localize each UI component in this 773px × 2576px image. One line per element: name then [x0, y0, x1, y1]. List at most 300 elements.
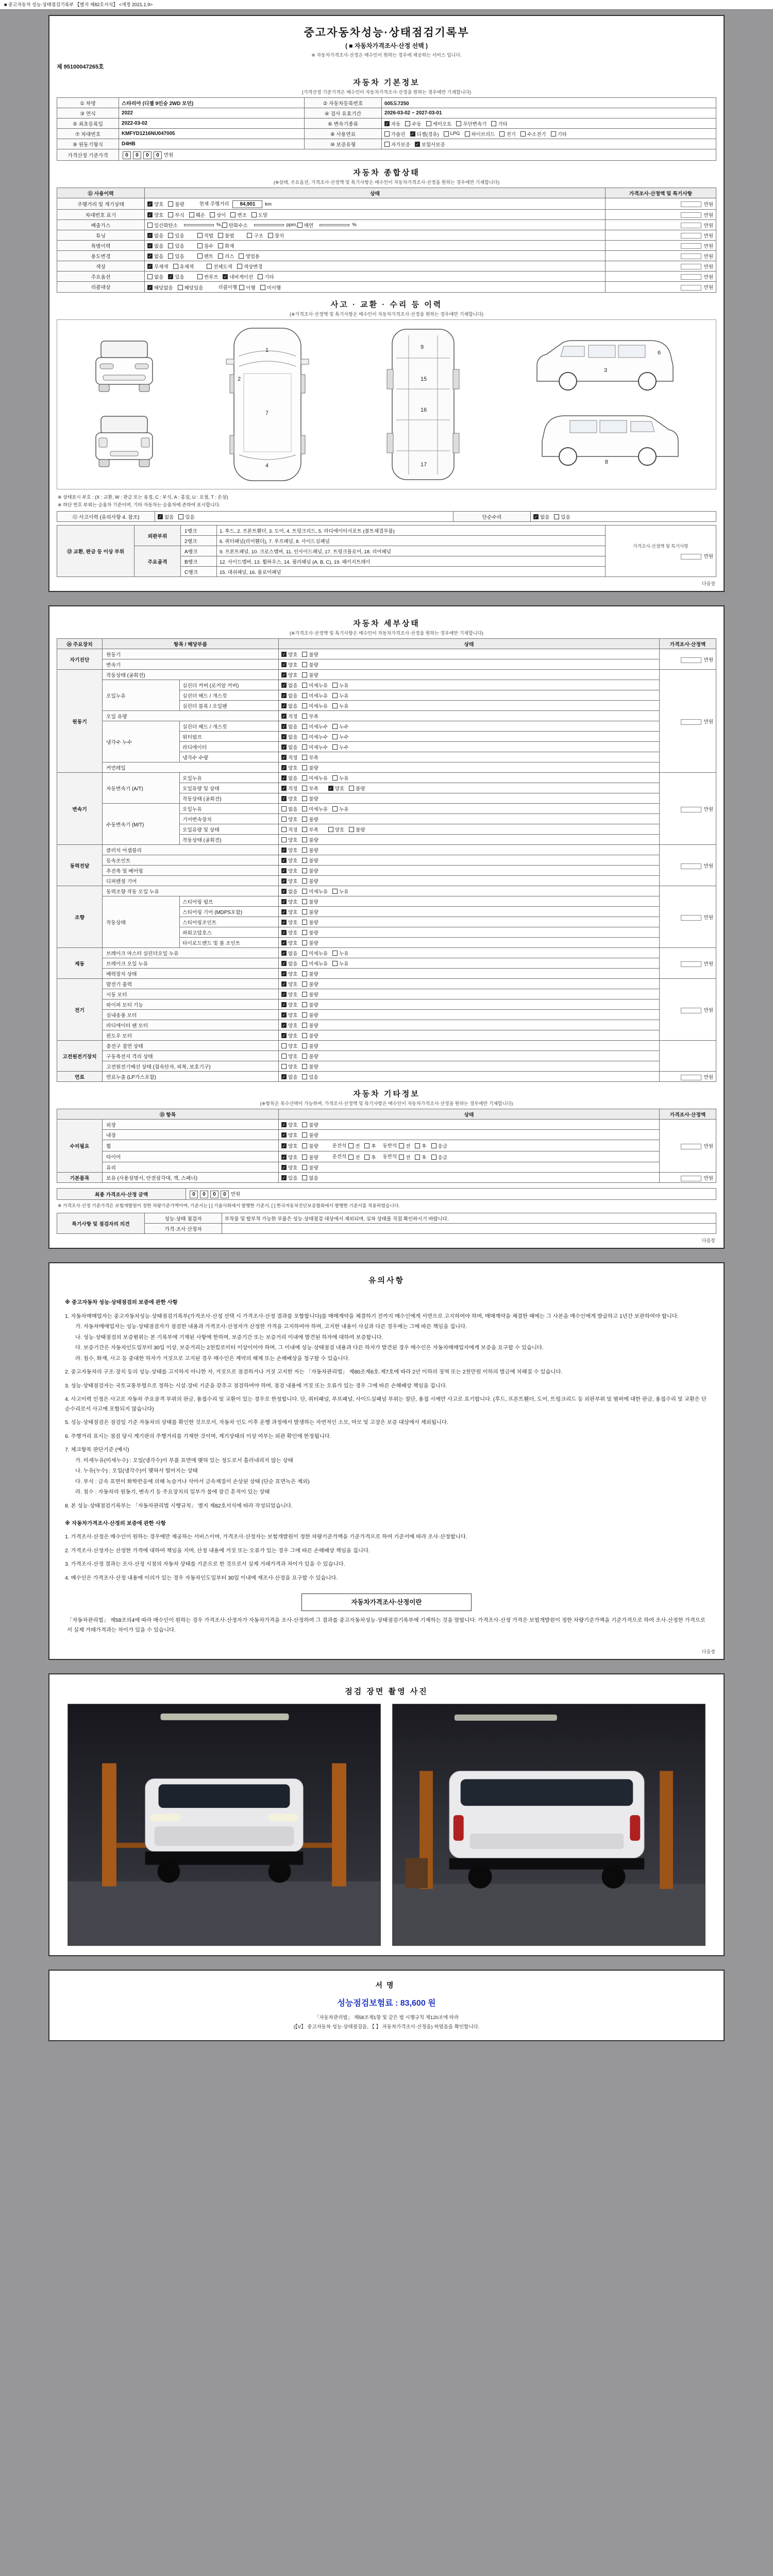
- checkbox-checked[interactable]: ✓: [148, 285, 152, 290]
- checkbox-checked[interactable]: ✓: [282, 889, 286, 894]
- checkbox-option[interactable]: [465, 130, 495, 138]
- checkbox[interactable]: [302, 775, 307, 781]
- checkbox-checked[interactable]: ✓: [148, 233, 152, 238]
- checkbox-option[interactable]: [302, 1142, 318, 1149]
- checkbox[interactable]: [302, 1165, 307, 1170]
- checkbox-option[interactable]: [281, 826, 297, 833]
- checkbox-checked[interactable]: ✓: [282, 1132, 286, 1138]
- checkbox-option[interactable]: [302, 1154, 318, 1161]
- checkbox-option[interactable]: [281, 702, 297, 709]
- checkbox[interactable]: [332, 889, 338, 894]
- checkbox[interactable]: [178, 285, 183, 290]
- checkbox[interactable]: [218, 243, 223, 248]
- checkbox[interactable]: [554, 514, 559, 519]
- checkbox[interactable]: [302, 1122, 307, 1127]
- checkbox-option[interactable]: [197, 232, 213, 239]
- checkbox-checked[interactable]: ✓: [169, 274, 173, 279]
- checkbox[interactable]: [415, 1155, 420, 1160]
- checkbox[interactable]: [491, 121, 496, 126]
- checkbox[interactable]: [218, 233, 223, 238]
- checkbox-option[interactable]: [281, 743, 297, 751]
- checkbox-option[interactable]: [332, 723, 348, 730]
- checkbox-option[interactable]: [173, 263, 194, 270]
- checkbox-option[interactable]: [281, 888, 297, 895]
- checkbox-option[interactable]: [223, 273, 253, 280]
- checkbox-option[interactable]: [302, 723, 328, 730]
- checkbox-option[interactable]: [384, 130, 406, 138]
- checkbox-option[interactable]: [178, 284, 204, 291]
- checkbox[interactable]: [197, 274, 203, 279]
- checkbox-option[interactable]: [302, 980, 318, 988]
- checkbox-option[interactable]: [281, 991, 297, 998]
- checkbox-checked[interactable]: ✓: [282, 1033, 286, 1038]
- checkbox[interactable]: [302, 930, 307, 935]
- checkbox-option[interactable]: [302, 1063, 318, 1070]
- checkbox-checked[interactable]: ✓: [282, 693, 286, 698]
- checkbox[interactable]: [302, 940, 307, 945]
- checkbox-checked[interactable]: ✓: [282, 858, 286, 863]
- checkbox[interactable]: [168, 201, 173, 207]
- checkbox[interactable]: [384, 142, 390, 147]
- checkbox[interactable]: [302, 951, 307, 956]
- checkbox-option[interactable]: [302, 682, 328, 689]
- checkbox-checked[interactable]: ✓: [282, 909, 286, 914]
- checkbox[interactable]: [178, 514, 183, 519]
- checkbox-option[interactable]: [332, 702, 348, 709]
- checkbox-option[interactable]: [281, 1154, 297, 1161]
- checkbox-checked[interactable]: ✓: [282, 961, 286, 966]
- checkbox-option[interactable]: [332, 805, 348, 812]
- checkbox-option[interactable]: [302, 816, 318, 823]
- checkbox-checked[interactable]: ✓: [282, 1175, 286, 1180]
- checkbox-option[interactable]: [281, 1053, 297, 1060]
- checkbox-option[interactable]: [349, 785, 365, 792]
- checkbox[interactable]: [332, 734, 338, 739]
- checkbox[interactable]: [222, 223, 227, 228]
- checkbox-option[interactable]: [281, 805, 297, 812]
- checkbox[interactable]: [348, 1143, 354, 1148]
- checkbox-checked[interactable]: ✓: [282, 744, 286, 750]
- checkbox-option[interactable]: [189, 211, 205, 218]
- checkbox-option[interactable]: [168, 252, 184, 260]
- checkbox-option[interactable]: [554, 513, 570, 520]
- checkbox-option[interactable]: [281, 754, 297, 761]
- checkbox[interactable]: [302, 878, 307, 884]
- checkbox-checked[interactable]: ✓: [282, 683, 286, 688]
- checkbox[interactable]: [431, 1143, 436, 1148]
- checkbox[interactable]: [281, 837, 287, 842]
- checkbox-option[interactable]: [302, 908, 318, 916]
- checkbox-option[interactable]: [302, 826, 318, 833]
- checkbox-option[interactable]: [302, 702, 328, 709]
- checkbox[interactable]: [302, 848, 307, 853]
- checkbox-option[interactable]: [302, 970, 318, 977]
- checkbox-option[interactable]: [251, 211, 267, 218]
- checkbox-option[interactable]: [281, 713, 297, 720]
- checkbox[interactable]: [302, 683, 307, 688]
- checkbox-checked[interactable]: ✓: [282, 992, 286, 997]
- checkbox-option[interactable]: [302, 651, 318, 658]
- checkbox-option[interactable]: [260, 284, 281, 291]
- checkbox-option[interactable]: [302, 877, 318, 885]
- checkbox-option[interactable]: [258, 273, 274, 280]
- checkbox[interactable]: [297, 223, 303, 228]
- checkbox-option[interactable]: [281, 1131, 297, 1139]
- checkbox-option[interactable]: [158, 513, 174, 520]
- checkbox[interactable]: [302, 786, 307, 791]
- checkbox-option[interactable]: [302, 919, 318, 926]
- checkbox-option[interactable]: [281, 939, 297, 946]
- checkbox-checked[interactable]: ✓: [148, 201, 152, 207]
- checkbox-option[interactable]: [302, 805, 328, 812]
- checkbox[interactable]: [332, 806, 338, 811]
- checkbox-option[interactable]: [281, 980, 297, 988]
- checkbox[interactable]: [302, 652, 307, 657]
- checkbox[interactable]: [302, 714, 307, 719]
- checkbox[interactable]: [332, 961, 338, 966]
- checkbox-option[interactable]: [281, 1121, 297, 1128]
- checkbox[interactable]: [364, 1143, 369, 1148]
- checkbox-option[interactable]: [384, 141, 410, 148]
- checkbox-option[interactable]: [197, 242, 213, 249]
- checkbox[interactable]: [302, 889, 307, 894]
- checkbox-option[interactable]: [551, 130, 567, 138]
- checkbox[interactable]: [302, 920, 307, 925]
- checkbox-checked[interactable]: ✓: [282, 1165, 286, 1170]
- checkbox-checked[interactable]: ✓: [148, 264, 152, 269]
- checkbox-option[interactable]: [348, 1154, 360, 1161]
- checkbox-checked[interactable]: ✓: [282, 662, 286, 667]
- checkbox-option[interactable]: [332, 774, 348, 782]
- checkbox[interactable]: [218, 253, 223, 259]
- checkbox-option[interactable]: [302, 785, 318, 792]
- checkbox[interactable]: [302, 734, 307, 739]
- checkbox-option[interactable]: [302, 950, 328, 957]
- checkbox-checked[interactable]: ✓: [534, 514, 538, 519]
- checkbox-option[interactable]: [281, 661, 297, 668]
- checkbox-option[interactable]: [302, 836, 318, 843]
- checkbox-option[interactable]: [281, 846, 297, 854]
- checkbox[interactable]: [189, 212, 194, 217]
- checkbox[interactable]: [465, 131, 470, 137]
- checkbox-option[interactable]: [147, 200, 163, 208]
- checkbox-checked[interactable]: ✓: [148, 243, 152, 248]
- checkbox-option[interactable]: [426, 120, 452, 127]
- checkbox-option[interactable]: [281, 929, 297, 936]
- checkbox-option[interactable]: [239, 284, 255, 291]
- checkbox[interactable]: [399, 1143, 404, 1148]
- checkbox-option[interactable]: [405, 120, 421, 127]
- checkbox[interactable]: [237, 264, 242, 269]
- checkbox-option[interactable]: [218, 252, 234, 260]
- checkbox[interactable]: [415, 1143, 420, 1148]
- checkbox[interactable]: [302, 1043, 307, 1048]
- checkbox[interactable]: [332, 951, 338, 956]
- checkbox[interactable]: [281, 1043, 287, 1048]
- checkbox[interactable]: [207, 264, 212, 269]
- checkbox-option[interactable]: [281, 651, 297, 658]
- checkbox-option[interactable]: [349, 826, 365, 833]
- checkbox-checked[interactable]: ✓: [282, 878, 286, 884]
- checkbox[interactable]: [302, 817, 307, 822]
- checkbox[interactable]: [302, 1143, 307, 1148]
- checkbox-option[interactable]: [237, 263, 263, 270]
- checkbox[interactable]: [302, 971, 307, 976]
- checkbox-option[interactable]: [281, 816, 297, 823]
- checkbox-checked[interactable]: ✓: [282, 920, 286, 925]
- checkbox[interactable]: [302, 1012, 307, 1018]
- checkbox-option[interactable]: [281, 898, 297, 905]
- checkbox-option[interactable]: [281, 857, 297, 864]
- checkbox-option[interactable]: [218, 242, 234, 249]
- checkbox-option[interactable]: [491, 120, 507, 127]
- checkbox-checked[interactable]: ✓: [282, 724, 286, 729]
- checkbox[interactable]: [302, 724, 307, 729]
- checkbox-option[interactable]: [302, 960, 328, 967]
- checkbox-option[interactable]: [302, 867, 318, 874]
- checkbox-option[interactable]: [281, 1042, 297, 1049]
- checkbox-option[interactable]: [348, 1142, 360, 1149]
- checkbox[interactable]: [302, 1074, 307, 1079]
- checkbox[interactable]: [348, 1155, 354, 1160]
- checkbox-option[interactable]: [302, 857, 318, 864]
- checkbox[interactable]: [168, 243, 173, 248]
- checkbox-option[interactable]: [281, 836, 297, 843]
- checkbox-option[interactable]: [147, 284, 173, 291]
- checkbox-option[interactable]: [281, 1011, 297, 1019]
- checkbox-option[interactable]: [281, 692, 297, 699]
- checkbox-option[interactable]: [332, 888, 348, 895]
- checkbox[interactable]: [456, 121, 461, 126]
- checkbox-option[interactable]: [197, 252, 213, 260]
- checkbox-option[interactable]: [302, 661, 318, 668]
- checkbox-option[interactable]: [302, 692, 328, 699]
- checkbox-option[interactable]: [281, 671, 297, 679]
- checkbox-option[interactable]: [533, 513, 549, 520]
- checkbox-option[interactable]: [302, 1121, 318, 1128]
- checkbox-option[interactable]: [147, 222, 178, 229]
- checkbox-checked[interactable]: ✓: [415, 142, 419, 147]
- checkbox-option[interactable]: [302, 774, 328, 782]
- checkbox-option[interactable]: [364, 1154, 376, 1161]
- checkbox[interactable]: [332, 693, 338, 698]
- checkbox[interactable]: [230, 212, 236, 217]
- checkbox-option[interactable]: [281, 785, 297, 792]
- checkbox-checked[interactable]: ✓: [282, 1144, 286, 1149]
- checkbox-option[interactable]: [147, 242, 163, 249]
- checkbox[interactable]: [302, 909, 307, 914]
- checkbox[interactable]: [281, 1064, 287, 1069]
- checkbox-option[interactable]: [328, 826, 344, 833]
- checkbox-option[interactable]: [302, 991, 318, 998]
- checkbox[interactable]: [302, 765, 307, 770]
- checkbox[interactable]: [499, 131, 505, 137]
- checkbox-checked[interactable]: ✓: [282, 786, 286, 791]
- checkbox[interactable]: [551, 131, 556, 137]
- checkbox-option[interactable]: [399, 1142, 410, 1149]
- checkbox[interactable]: [302, 961, 307, 966]
- checkbox-option[interactable]: [302, 1174, 318, 1181]
- checkbox-option[interactable]: [302, 1164, 318, 1171]
- checkbox-option[interactable]: [147, 232, 163, 239]
- checkbox[interactable]: [147, 274, 153, 279]
- checkbox[interactable]: [268, 233, 273, 238]
- checkbox-option[interactable]: [281, 970, 297, 977]
- checkbox-option[interactable]: [415, 1154, 426, 1161]
- checkbox-checked[interactable]: ✓: [282, 755, 286, 760]
- checkbox-checked[interactable]: ✓: [282, 971, 286, 976]
- checkbox-option[interactable]: [302, 888, 328, 895]
- checkbox[interactable]: [302, 899, 307, 904]
- checkbox-option[interactable]: [364, 1142, 376, 1149]
- checkbox-option[interactable]: [281, 774, 297, 782]
- checkbox[interactable]: [168, 253, 173, 259]
- checkbox[interactable]: [281, 817, 287, 822]
- checkbox-option[interactable]: [168, 200, 184, 208]
- checkbox[interactable]: [302, 672, 307, 677]
- checkbox-option[interactable]: [207, 263, 232, 270]
- checkbox-option[interactable]: [281, 1073, 297, 1080]
- checkbox-checked[interactable]: ✓: [223, 274, 227, 279]
- checkbox[interactable]: [520, 131, 526, 137]
- checkbox-option[interactable]: [147, 263, 169, 270]
- checkbox-option[interactable]: [281, 867, 297, 874]
- checkbox-option[interactable]: [302, 733, 328, 740]
- checkbox-option[interactable]: [247, 232, 263, 239]
- checkbox[interactable]: [332, 724, 338, 729]
- checkbox-option[interactable]: [302, 1042, 318, 1049]
- checkbox[interactable]: [302, 693, 307, 698]
- checkbox-option[interactable]: [302, 795, 318, 802]
- checkbox-checked[interactable]: ✓: [282, 1122, 286, 1127]
- checkbox-option[interactable]: [332, 960, 348, 967]
- checkbox[interactable]: [197, 243, 203, 248]
- checkbox-option[interactable]: [332, 733, 348, 740]
- checkbox-option[interactable]: [281, 795, 297, 802]
- checkbox-checked[interactable]: ✓: [385, 121, 389, 126]
- checkbox-option[interactable]: [302, 1001, 318, 1008]
- checkbox[interactable]: [302, 1155, 307, 1160]
- checkbox-option[interactable]: [332, 743, 348, 751]
- checkbox-option[interactable]: [281, 723, 297, 730]
- checkbox-option[interactable]: [302, 764, 318, 771]
- checkbox[interactable]: [384, 131, 390, 137]
- checkbox[interactable]: [302, 837, 307, 842]
- checkbox-option[interactable]: [499, 130, 515, 138]
- checkbox[interactable]: [302, 806, 307, 811]
- checkbox-checked[interactable]: ✓: [282, 775, 286, 781]
- checkbox-checked[interactable]: ✓: [282, 940, 286, 945]
- checkbox[interactable]: [431, 1155, 436, 1160]
- checkbox-checked[interactable]: ✓: [282, 714, 286, 719]
- checkbox[interactable]: [302, 703, 307, 708]
- checkbox-option[interactable]: [302, 671, 318, 679]
- checkbox-option[interactable]: [302, 1022, 318, 1029]
- checkbox-option[interactable]: [328, 785, 344, 792]
- checkbox[interactable]: [444, 131, 449, 137]
- checkbox-option[interactable]: [302, 846, 318, 854]
- checkbox[interactable]: [302, 981, 307, 987]
- checkbox-checked[interactable]: ✓: [282, 652, 286, 657]
- checkbox-option[interactable]: [147, 273, 163, 280]
- checkbox[interactable]: [281, 806, 287, 811]
- checkbox-option[interactable]: [415, 141, 445, 148]
- checkbox[interactable]: [349, 786, 354, 791]
- checkbox[interactable]: [302, 744, 307, 750]
- checkbox[interactable]: [332, 703, 338, 708]
- checkbox-option[interactable]: [281, 1174, 297, 1181]
- checkbox-checked[interactable]: ✓: [148, 212, 152, 217]
- checkbox[interactable]: [399, 1155, 404, 1160]
- checkbox[interactable]: [173, 264, 178, 269]
- checkbox[interactable]: [168, 212, 173, 217]
- checkbox-checked[interactable]: ✓: [282, 1012, 286, 1018]
- checkbox-option[interactable]: [302, 939, 318, 946]
- checkbox[interactable]: [210, 212, 215, 217]
- checkbox-option[interactable]: [332, 682, 348, 689]
- checkbox-checked[interactable]: ✓: [282, 1023, 286, 1028]
- checkbox[interactable]: [302, 992, 307, 997]
- checkbox[interactable]: [302, 1054, 307, 1059]
- checkbox[interactable]: [302, 755, 307, 760]
- checkbox[interactable]: [302, 796, 307, 801]
- checkbox-option[interactable]: [281, 682, 297, 689]
- checkbox-option[interactable]: [268, 232, 284, 239]
- checkbox[interactable]: [281, 1054, 287, 1059]
- checkbox-option[interactable]: [302, 743, 328, 751]
- checkbox-option[interactable]: [302, 929, 318, 936]
- checkbox-checked[interactable]: ✓: [282, 672, 286, 677]
- checkbox-option[interactable]: [302, 1073, 318, 1080]
- checkbox-option[interactable]: [302, 713, 318, 720]
- checkbox-option[interactable]: [410, 130, 439, 138]
- checkbox-option[interactable]: [431, 1154, 447, 1161]
- checkbox[interactable]: [302, 868, 307, 873]
- checkbox-checked[interactable]: ✓: [282, 899, 286, 904]
- checkbox-option[interactable]: [197, 273, 219, 280]
- checkbox[interactable]: [168, 233, 173, 238]
- checkbox-option[interactable]: [456, 120, 486, 127]
- checkbox[interactable]: [147, 223, 153, 228]
- checkbox-option[interactable]: [168, 211, 184, 218]
- checkbox[interactable]: [302, 1023, 307, 1028]
- checkbox-checked[interactable]: ✓: [282, 951, 286, 956]
- checkbox-checked[interactable]: ✓: [282, 796, 286, 801]
- checkbox-option[interactable]: [415, 1142, 426, 1149]
- checkbox-option[interactable]: [384, 120, 400, 127]
- checkbox-option[interactable]: [332, 692, 348, 699]
- checkbox[interactable]: [302, 858, 307, 863]
- checkbox-option[interactable]: [444, 131, 460, 137]
- checkbox-option[interactable]: [297, 222, 313, 229]
- checkbox-option[interactable]: [399, 1154, 410, 1161]
- checkbox[interactable]: [349, 827, 354, 832]
- checkbox[interactable]: [302, 1002, 307, 1007]
- checkbox[interactable]: [251, 212, 257, 217]
- checkbox-option[interactable]: [281, 1063, 297, 1070]
- checkbox[interactable]: [302, 1033, 307, 1038]
- checkbox-checked[interactable]: ✓: [282, 981, 286, 987]
- checkbox-checked[interactable]: ✓: [282, 703, 286, 708]
- checkbox-option[interactable]: [281, 950, 297, 957]
- checkbox-option[interactable]: [281, 1164, 297, 1171]
- checkbox-checked[interactable]: ✓: [411, 131, 414, 137]
- checkbox-option[interactable]: [302, 1131, 318, 1139]
- checkbox-option[interactable]: [210, 211, 226, 218]
- checkbox-option[interactable]: [281, 960, 297, 967]
- checkbox-option[interactable]: [302, 1011, 318, 1019]
- checkbox-option[interactable]: [302, 898, 318, 905]
